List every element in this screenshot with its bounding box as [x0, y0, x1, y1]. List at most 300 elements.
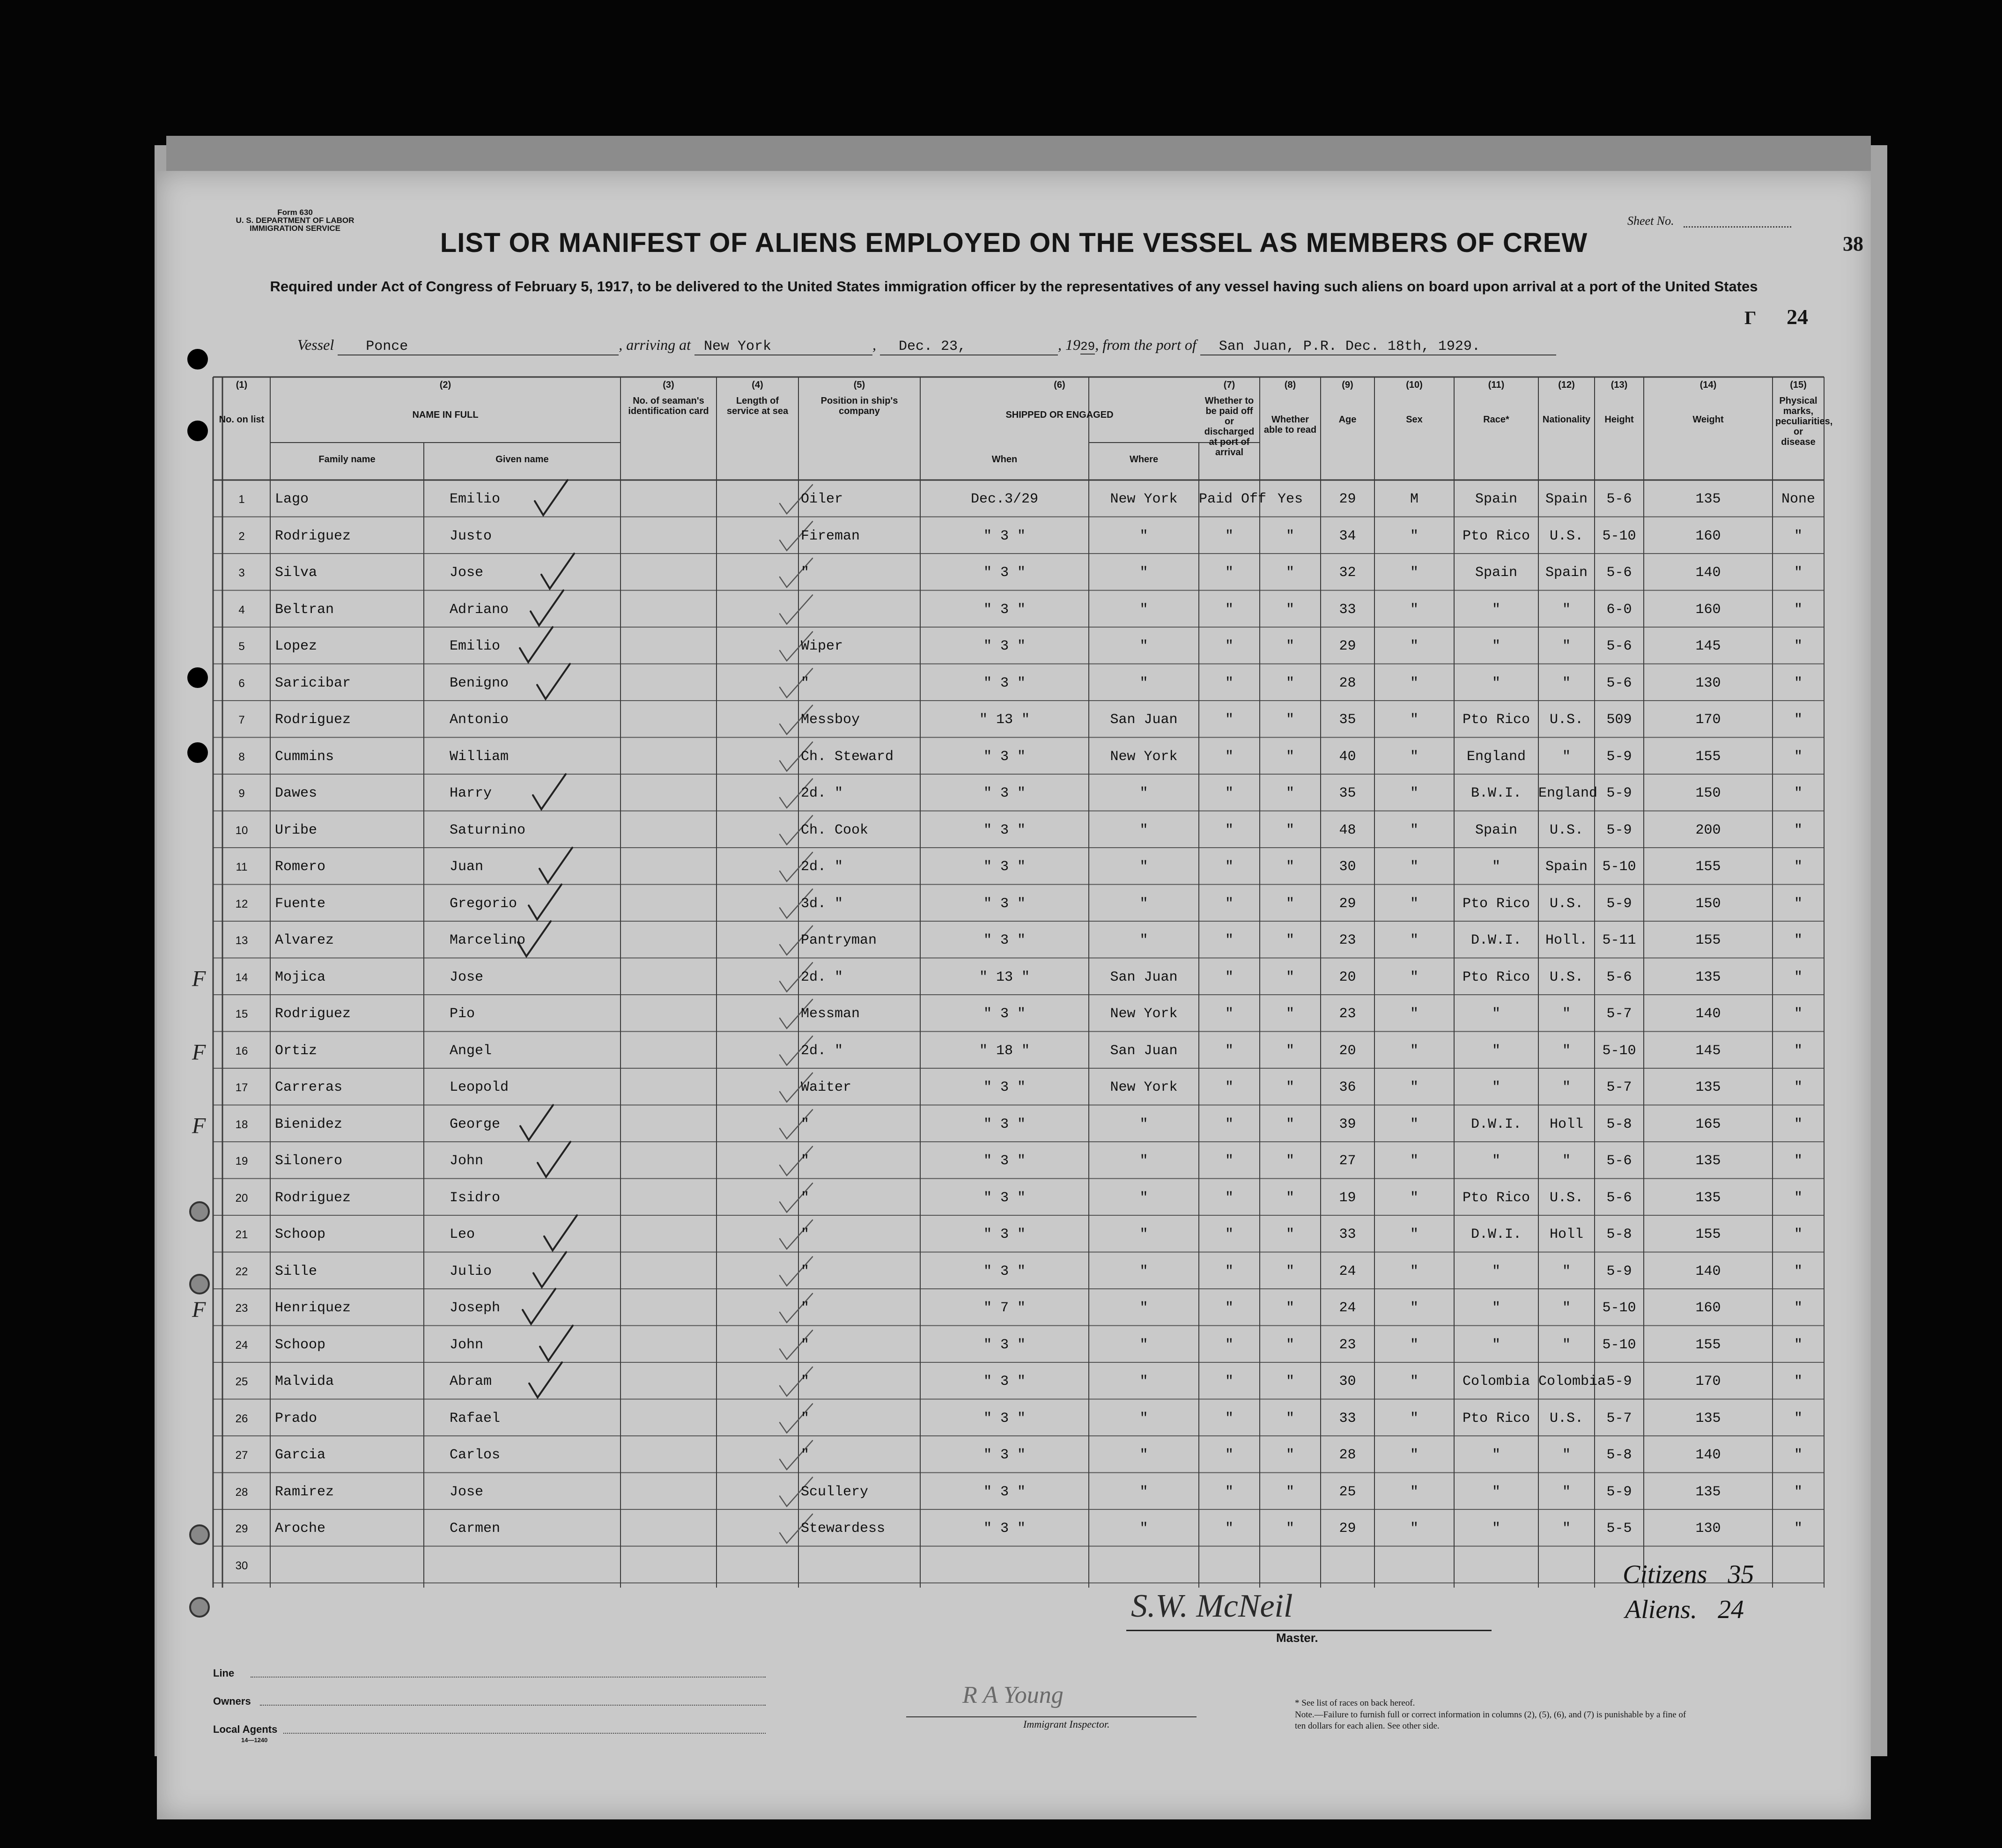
cell-shipped-where: " [1139, 1410, 1148, 1427]
cell-position: Wiper [801, 638, 843, 654]
inspector-signature: R A Young [962, 1682, 1064, 1708]
cell-shipped-where: " [1139, 675, 1148, 691]
cell-position: " [801, 675, 810, 691]
cell-given-name: William [450, 748, 509, 765]
cell-race: " [1492, 675, 1500, 691]
citizens-count: 35 [1728, 1560, 1754, 1589]
cell-shipped-when: " 3 " [983, 895, 1026, 912]
tally-citizens [1623, 1560, 1754, 1589]
cell-physical-marks: " [1794, 1079, 1803, 1095]
cell-sex: " [1410, 1521, 1418, 1537]
cell-weight: 140 [1695, 1447, 1721, 1463]
cell-sex: " [1410, 1079, 1418, 1095]
cell-sex: " [1410, 969, 1418, 985]
cell-physical-marks: " [1794, 1447, 1803, 1463]
cell-shipped-where: San Juan [1110, 712, 1178, 728]
page-subtitle: Required under Act of Congress of February 5, 1917, to be delivered to the United States immigration officer by the representatives of any vessel having such aliens on board upon arrival at a port of the United States [270, 278, 1758, 295]
cell-family-name: Ramirez [275, 1484, 334, 1500]
cell-race: " [1492, 1006, 1500, 1022]
cell-family-name: Schoop [275, 1227, 326, 1242]
owners-field [260, 1705, 766, 1706]
cell-physical-marks: " [1794, 1410, 1803, 1427]
cell-paid-off: " [1225, 1521, 1234, 1537]
cell-given-name: Emilio [450, 491, 501, 507]
cell-paid-off: Paid Off [1199, 491, 1267, 507]
cell-shipped-where: " [1139, 565, 1148, 581]
inspector-label: Immigrant Inspector. [1023, 1718, 1110, 1730]
cell-given-name: Abram [450, 1374, 492, 1390]
cell-age: 28 [1339, 1447, 1356, 1463]
cell-sex: " [1410, 859, 1418, 875]
cell-physical-marks: " [1794, 528, 1803, 544]
cell-given-name: Benigno [450, 675, 509, 691]
cell-shipped-when: " 13 " [979, 969, 1030, 985]
cell-nationality: Holl [1549, 1227, 1583, 1242]
cell-row-number: 2 [238, 530, 245, 543]
voyage-line: Vessel Ponce , arriving at New York , Dec. 23, , 1929, from the port of San Juan, P.R. Dec. 18th, 1929. [297, 336, 1843, 355]
page-number: 38 [1843, 232, 1863, 255]
cell-shipped-where: New York [1110, 748, 1178, 765]
cell-race: Pto Rico [1462, 712, 1530, 728]
col-header-id-card: No. of seaman's identification card [628, 396, 709, 416]
cell-shipped-where: New York [1110, 1079, 1178, 1095]
cell-able-to-read: " [1285, 1006, 1294, 1022]
cell-race: " [1492, 1484, 1500, 1500]
cell-family-name: Schoop [275, 1337, 326, 1353]
master-label: Master. [1276, 1631, 1318, 1645]
cell-nationality: " [1562, 601, 1571, 618]
binder-hole [187, 742, 208, 763]
col-number-shipped-or-engaged: (6) [1054, 380, 1065, 390]
cell-weight: 165 [1695, 1116, 1721, 1132]
page-title: LIST OR MANIFEST OF ALIENS EMPLOYED ON THE VESSEL AS MEMBERS OF CREW [440, 228, 1588, 258]
cell-physical-marks: None [1781, 491, 1815, 507]
cell-height: 5-9 [1606, 822, 1632, 838]
cell-able-to-read: " [1285, 1079, 1294, 1095]
cell-position: " [801, 1190, 810, 1206]
cell-able-to-read: " [1285, 1042, 1294, 1059]
cell-shipped-when: " 3 " [983, 1374, 1026, 1390]
cell-family-name: Rodriguez [275, 528, 351, 544]
cell-paid-off: " [1225, 1079, 1234, 1095]
cell-given-name: Carmen [450, 1521, 501, 1537]
cell-position: Oiler [801, 491, 843, 507]
agents-code: 14—1240 [241, 1737, 268, 1744]
cell-nationality: " [1562, 1079, 1571, 1095]
cell-row-number: 11 [236, 861, 248, 873]
cell-age: 29 [1339, 895, 1356, 912]
sheet-no-label: Sheet No. [1627, 214, 1674, 228]
cell-row-number: 14 [235, 971, 248, 984]
cell-height: 5-6 [1606, 491, 1632, 507]
cell-height: 5-8 [1606, 1116, 1632, 1132]
cell-age: 29 [1339, 638, 1356, 654]
cell-sex: M [1410, 491, 1418, 507]
cell-paid-off: " [1225, 1227, 1234, 1242]
cell-sex: " [1410, 748, 1418, 765]
cell-weight: 150 [1695, 785, 1721, 801]
cell-age: 25 [1339, 1484, 1356, 1500]
cell-family-name: Malvida [275, 1374, 334, 1390]
aliens-count: 24 [1717, 1595, 1744, 1624]
cell-race: Pto Rico [1462, 1190, 1530, 1206]
cell-shipped-where: " [1139, 895, 1148, 912]
cell-weight: 135 [1695, 1410, 1721, 1427]
cell-shipped-when: " 3 " [983, 1337, 1026, 1353]
citizens-label: Citizens [1623, 1560, 1707, 1589]
col-header-given-name: Given name [495, 454, 549, 465]
cell-family-name: Dawes [275, 785, 318, 801]
cell-row-number: 4 [238, 603, 245, 616]
cell-sex: " [1410, 601, 1418, 618]
cell-sex: " [1410, 895, 1418, 912]
cell-paid-off: " [1225, 712, 1234, 728]
cell-row-number: 16 [235, 1044, 248, 1057]
cell-given-name: Jose [450, 1484, 484, 1500]
binder-hole [187, 667, 208, 688]
cell-sex: " [1410, 785, 1418, 801]
cell-row-number: 9 [238, 787, 245, 800]
cell-position: " [801, 1227, 810, 1242]
cell-race: " [1492, 859, 1500, 875]
cell-row-number: 23 [235, 1302, 248, 1315]
cell-shipped-where: " [1139, 822, 1148, 838]
cell-row-number: 3 [238, 567, 245, 579]
cell-shipped-when: " 3 " [983, 785, 1026, 801]
cell-race: Spain [1475, 491, 1517, 507]
cell-shipped-when: " 3 " [983, 1263, 1026, 1279]
agents-field [283, 1733, 766, 1734]
cell-physical-marks: " [1794, 1116, 1803, 1132]
cell-position: Fireman [801, 528, 860, 544]
cell-physical-marks: " [1794, 1042, 1803, 1059]
cell-weight: 155 [1695, 932, 1721, 948]
cell-race: " [1492, 601, 1500, 618]
cell-race: " [1492, 1300, 1500, 1316]
cell-given-name: Antonio [450, 712, 509, 728]
cell-row-number: 15 [235, 1008, 248, 1020]
cell-sex: " [1410, 1042, 1418, 1059]
cell-weight: 145 [1695, 638, 1721, 654]
margin-f-mark: F [192, 1297, 206, 1322]
cell-shipped-where: " [1139, 932, 1148, 948]
cell-physical-marks: " [1794, 822, 1803, 838]
cell-position: Ch. Cook [801, 822, 869, 838]
cell-position: " [801, 1447, 810, 1463]
cell-paid-off: " [1225, 601, 1234, 618]
cell-paid-off: " [1225, 1374, 1234, 1390]
cell-shipped-where: " [1139, 1227, 1148, 1242]
cell-able-to-read: " [1285, 748, 1294, 765]
cell-height: 5-6 [1606, 675, 1632, 691]
cell-weight: 145 [1695, 1042, 1721, 1059]
cell-paid-off: " [1225, 1337, 1234, 1353]
cell-given-name: Pio [450, 1006, 475, 1022]
cell-shipped-where: " [1139, 528, 1148, 544]
col-header-where: Where [1129, 454, 1159, 465]
cell-physical-marks: " [1794, 932, 1803, 948]
cell-shipped-when: " 3 " [983, 1227, 1026, 1242]
cell-paid-off: " [1225, 895, 1234, 912]
binder-ring [189, 1524, 210, 1545]
cell-age: 20 [1339, 1042, 1356, 1059]
cell-row-number: 6 [238, 677, 245, 690]
cell-able-to-read: " [1285, 895, 1294, 912]
cell-position: 2d. " [801, 785, 843, 801]
col-header-height: Height [1604, 414, 1634, 425]
cell-height: 509 [1606, 712, 1632, 728]
cell-race: " [1492, 1153, 1500, 1169]
col-header-paid-off: Whether to be paid off or discharged at port of arrival [1204, 396, 1255, 458]
arrival-port: New York [694, 339, 872, 355]
cell-paid-off: " [1225, 969, 1234, 985]
cell-row-number: 10 [235, 824, 248, 837]
cell-shipped-where: " [1139, 859, 1148, 875]
cell-weight: 135 [1695, 491, 1721, 507]
cell-physical-marks: " [1794, 638, 1803, 654]
cell-age: 35 [1339, 712, 1356, 728]
service-name: IMMIGRATION SERVICE [250, 224, 340, 233]
cell-nationality: England [1538, 785, 1598, 801]
cell-physical-marks: " [1794, 895, 1803, 912]
col-number-race: (11) [1488, 380, 1505, 390]
cell-height: 5-9 [1606, 895, 1632, 912]
cell-row-number: 30 [235, 1559, 248, 1572]
cell-able-to-read: " [1285, 1263, 1294, 1279]
manifest-page [157, 171, 1871, 1819]
cell-given-name: Julio [450, 1263, 492, 1279]
cell-age: 24 [1339, 1300, 1356, 1316]
cell-given-name: Joseph [450, 1300, 501, 1316]
cell-sex: " [1410, 1410, 1418, 1427]
cell-family-name: Rodriguez [275, 1190, 351, 1206]
col-header-when: When [991, 454, 1018, 465]
cell-position: Waiter [801, 1079, 852, 1095]
cell-able-to-read: " [1285, 1374, 1294, 1390]
cell-physical-marks: " [1794, 1300, 1803, 1316]
cell-position: Messboy [801, 712, 860, 728]
cell-paid-off: " [1225, 1042, 1234, 1059]
departure-port: San Juan, P.R. Dec. 18th, 1929. [1200, 339, 1556, 355]
cell-race: " [1492, 1337, 1500, 1353]
cell-nationality: " [1562, 1042, 1571, 1059]
cell-row-number: 17 [235, 1081, 248, 1094]
cell-age: 29 [1339, 491, 1356, 507]
cell-given-name: Adriano [450, 601, 509, 618]
cell-age: 23 [1339, 932, 1356, 948]
cell-family-name: Ortiz [275, 1042, 318, 1059]
cell-able-to-read: " [1285, 1190, 1294, 1206]
cell-nationality: " [1562, 1006, 1571, 1022]
binder-ring [189, 1201, 210, 1222]
cell-row-number: 22 [235, 1265, 248, 1278]
cell-race: Pto Rico [1462, 528, 1530, 544]
cell-given-name: Marcelino [450, 932, 526, 948]
cell-physical-marks: " [1794, 1263, 1803, 1279]
cell-nationality: U.S. [1549, 969, 1583, 985]
cell-height: 5-6 [1606, 638, 1632, 654]
cell-shipped-when: " 3 " [983, 1410, 1026, 1427]
cell-row-number: 12 [235, 897, 248, 910]
cell-row-number: 25 [235, 1375, 248, 1388]
cell-race: " [1492, 1079, 1500, 1095]
cell-nationality: Spain [1545, 565, 1588, 581]
line-field [251, 1677, 766, 1678]
cell-able-to-read: " [1285, 1410, 1294, 1427]
cell-physical-marks: " [1794, 859, 1803, 875]
cell-shipped-where: New York [1110, 1006, 1178, 1022]
cell-able-to-read: " [1285, 1227, 1294, 1242]
cell-weight: 160 [1695, 601, 1721, 618]
cell-shipped-when: " 3 " [983, 1484, 1026, 1500]
cell-race: Pto Rico [1462, 1410, 1530, 1427]
cell-able-to-read: " [1285, 565, 1294, 581]
cell-age: 33 [1339, 1410, 1356, 1427]
cell-physical-marks: " [1794, 1153, 1803, 1169]
cell-sex: " [1410, 1116, 1418, 1132]
cell-able-to-read: " [1285, 638, 1294, 654]
cell-physical-marks: " [1794, 675, 1803, 691]
cell-shipped-when: " 3 " [983, 601, 1026, 618]
col-number-id-card: (3) [663, 380, 674, 390]
cell-position: Scullery [801, 1484, 869, 1500]
cell-height: 5-11 [1602, 932, 1636, 948]
cell-row-number: 8 [238, 750, 245, 763]
race-note: * See list of races on back hereof. [1295, 1698, 1415, 1708]
col-header-race: Race* [1483, 414, 1509, 425]
cell-position: 2d. " [801, 969, 843, 985]
cell-physical-marks: " [1794, 1521, 1803, 1537]
cell-height: 5-6 [1606, 1153, 1632, 1169]
cell-physical-marks: " [1794, 565, 1803, 581]
cell-given-name: Carlos [450, 1447, 501, 1463]
department-name: U. S. DEPARTMENT OF LABOR [236, 216, 355, 225]
col-number-nationality: (12) [1558, 380, 1575, 390]
cell-age: 29 [1339, 1521, 1356, 1537]
cell-shipped-when: " 3 " [983, 1079, 1026, 1095]
col-header-name-in-full: NAME IN FULL [412, 410, 479, 420]
cell-row-number: 29 [235, 1523, 248, 1535]
cell-physical-marks: " [1794, 1190, 1803, 1206]
cell-row-number: 1 [238, 493, 245, 506]
cell-weight: 135 [1695, 1079, 1721, 1095]
cell-height: 5-10 [1602, 859, 1636, 875]
cell-height: 5-9 [1606, 1263, 1632, 1279]
cell-row-number: 27 [235, 1449, 248, 1462]
cell-age: 23 [1339, 1006, 1356, 1022]
cell-height: 5-5 [1606, 1521, 1632, 1537]
cell-weight: 155 [1695, 859, 1721, 875]
cell-height: 5-10 [1602, 1337, 1636, 1353]
col-number-weight: (14) [1699, 380, 1717, 390]
col-header-length-of-service: Length of service at sea [726, 396, 789, 416]
cell-race: Spain [1475, 822, 1517, 838]
cell-shipped-where: " [1139, 1484, 1148, 1500]
cell-age: 40 [1339, 748, 1356, 765]
cell-height: 5-6 [1606, 565, 1632, 581]
cell-row-number: 20 [235, 1191, 248, 1205]
cell-position: 2d. " [801, 859, 843, 875]
penalty-note: Note.—Failure to furnish full or correct information in columns (2), (5), (6), and (7) is punishable by a fine of ten dollars for each alien. See other side. [1295, 1710, 1686, 1731]
cell-shipped-where: " [1139, 1300, 1148, 1316]
cell-paid-off: " [1225, 1300, 1234, 1316]
cell-sex: " [1410, 712, 1418, 728]
cell-paid-off: " [1225, 859, 1234, 875]
cell-weight: 155 [1695, 1227, 1721, 1242]
cell-age: 48 [1339, 822, 1356, 838]
cell-shipped-when: " 18 " [979, 1042, 1030, 1059]
cell-position: 2d. " [801, 1042, 843, 1059]
cell-weight: 170 [1695, 712, 1721, 728]
cell-physical-marks: " [1794, 1337, 1803, 1353]
cell-physical-marks: " [1794, 1227, 1803, 1242]
cell-given-name: Saturnino [450, 822, 526, 838]
cell-sex: " [1410, 1337, 1418, 1353]
cell-given-name: Angel [450, 1042, 492, 1059]
cell-nationality: U.S. [1549, 712, 1583, 728]
col-number-sex: (10) [1406, 380, 1423, 390]
cell-shipped-where: San Juan [1110, 969, 1178, 985]
cell-family-name: Silonero [275, 1153, 343, 1169]
cell-row-number: 19 [235, 1155, 248, 1168]
master-signature: S.W. McNeil [1131, 1588, 1293, 1624]
col-header-physical-marks: Physical marks, peculiarities, or disease [1775, 396, 1833, 447]
agents-label: Local Agents [213, 1723, 278, 1735]
cell-shipped-when: " 3 " [983, 1447, 1026, 1463]
cell-weight: 150 [1695, 895, 1721, 912]
cell-given-name: Isidro [450, 1190, 501, 1206]
cell-nationality: " [1562, 1153, 1571, 1169]
cell-family-name: Lago [275, 491, 309, 507]
cell-shipped-when: " 3 " [983, 1190, 1026, 1206]
cell-nationality: Spain [1545, 859, 1588, 875]
cell-shipped-when: " 3 " [983, 822, 1026, 838]
cell-shipped-when: " 3 " [983, 675, 1026, 691]
cell-shipped-when: " 3 " [983, 748, 1026, 765]
cell-given-name: John [450, 1153, 484, 1169]
cell-paid-off: " [1225, 1410, 1234, 1427]
cell-given-name: Gregorio [450, 895, 517, 912]
cell-able-to-read: " [1285, 859, 1294, 875]
cell-family-name: Beltran [275, 601, 334, 618]
cell-paid-off: " [1225, 1263, 1234, 1279]
cell-position: Pantryman [801, 932, 877, 948]
cell-weight: 130 [1695, 675, 1721, 691]
cell-sex: " [1410, 1263, 1418, 1279]
year-suffix: 29 [1080, 340, 1095, 354]
cell-race: " [1492, 1042, 1500, 1059]
cell-race: D.W.I. [1470, 932, 1522, 948]
cell-nationality: U.S. [1549, 1410, 1583, 1427]
cell-shipped-when: " 7 " [983, 1300, 1026, 1316]
cell-sex: " [1410, 675, 1418, 691]
cell-race: " [1492, 638, 1500, 654]
cell-shipped-where: " [1139, 1263, 1148, 1279]
cell-paid-off: " [1225, 932, 1234, 948]
cell-family-name: Henriquez [275, 1300, 351, 1316]
col-header-sex: Sex [1406, 414, 1423, 425]
cell-weight: 160 [1695, 1300, 1721, 1316]
col-header-nationality: Nationality [1542, 414, 1591, 425]
cell-shipped-when: " 3 " [983, 528, 1026, 544]
from-label: , from the port of [1095, 336, 1197, 353]
cell-nationality: " [1562, 638, 1571, 654]
cell-position: Stewardess [801, 1521, 886, 1537]
cell-race: B.W.I. [1470, 785, 1522, 801]
cell-height: 5-8 [1606, 1227, 1632, 1242]
cell-able-to-read: " [1285, 969, 1294, 985]
cell-shipped-where: San Juan [1110, 1042, 1178, 1059]
